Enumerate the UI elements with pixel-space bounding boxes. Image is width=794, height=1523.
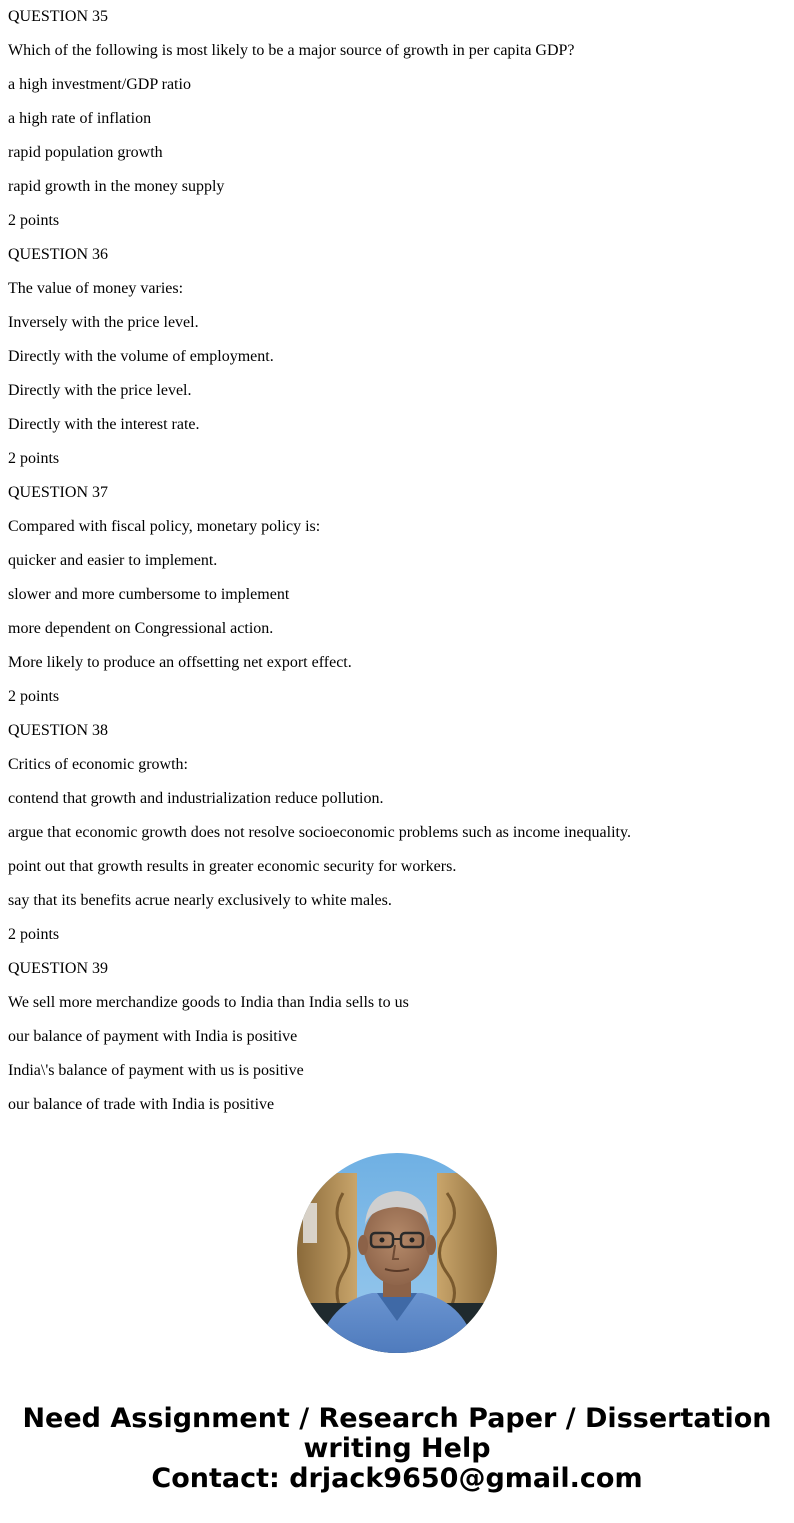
question-number: QUESTION 37 xyxy=(8,484,108,501)
answer-option: Inversely with the price level. xyxy=(8,314,199,331)
question-prompt: The value of money varies: xyxy=(8,280,184,297)
question-number: QUESTION 36 xyxy=(8,246,108,263)
banner-contact-line: Contact: drjack9650@gmail.com xyxy=(151,1463,643,1494)
answer-option: Directly with the volume of employment. xyxy=(8,348,274,365)
answer-option: Directly with the interest rate. xyxy=(8,416,200,433)
answer-option: a high rate of inflation xyxy=(8,110,152,127)
question-points: 2 points xyxy=(8,688,60,705)
answer-option: more dependent on Congressional action. xyxy=(8,620,274,637)
answer-option: contend that growth and industrialization reduce pollution. xyxy=(8,790,384,807)
answer-option: slower and more cumbersome to implement xyxy=(8,586,290,603)
avatar xyxy=(297,1153,497,1353)
answer-option: More likely to produce an offsetting net export effect. xyxy=(8,654,352,671)
answer-option: argue that economic growth does not resolve socioeconomic problems such as income inequality. xyxy=(8,824,631,841)
question-points: 2 points xyxy=(8,212,60,229)
answer-option: quicker and easier to implement. xyxy=(8,552,218,569)
question-number: QUESTION 38 xyxy=(8,722,108,739)
question-prompt: Critics of economic growth: xyxy=(8,756,188,773)
answer-option: our balance of payment with India is positive xyxy=(8,1028,298,1045)
answer-option: say that its benefits acrue nearly exclusively to white males. xyxy=(8,892,392,909)
answer-option: India\'s balance of payment with us is positive xyxy=(8,1062,304,1079)
banner-line-2: writing Help xyxy=(303,1433,491,1464)
answer-option: point out that growth results in greater economic security for workers. xyxy=(8,858,457,875)
question-prompt: Which of the following is most likely to be a major source of growth in per capita GDP? xyxy=(8,42,575,59)
answer-option: our balance of trade with India is positive xyxy=(8,1096,275,1113)
question-points: 2 points xyxy=(8,450,60,467)
answer-option: rapid growth in the money supply xyxy=(8,178,225,195)
banner-line-1: Need Assignment / Research Paper / Dissertation xyxy=(22,1403,772,1434)
answer-option: Directly with the price level. xyxy=(8,382,192,399)
portrait-photo xyxy=(297,1153,497,1353)
question-points: 2 points xyxy=(8,926,60,943)
answer-option: a high investment/GDP ratio xyxy=(8,76,191,93)
question-prompt: Compared with fiscal policy, monetary policy is: xyxy=(8,518,321,535)
question-number: QUESTION 35 xyxy=(8,8,108,25)
question-number: QUESTION 39 xyxy=(8,960,108,977)
contact-banner xyxy=(0,1404,794,1494)
answer-option: rapid population growth xyxy=(8,144,163,161)
question-prompt: We sell more merchandize goods to India than India sells to us xyxy=(8,994,409,1011)
